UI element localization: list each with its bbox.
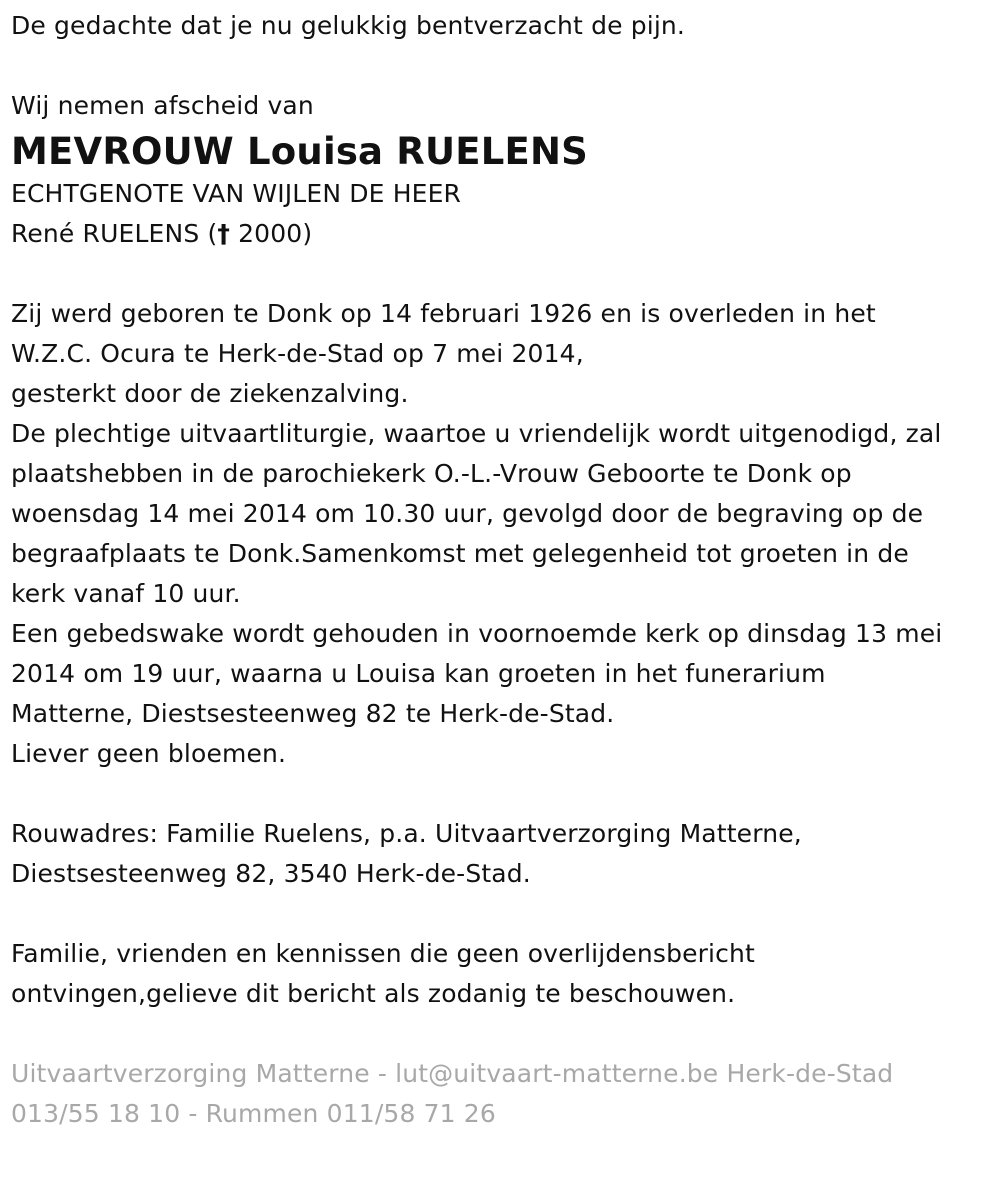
body-line: Liever geen bloemen. (11, 739, 287, 768)
body-line: begraafplaats te Donk.Samenkomst met gelegenheid tot groeten in de (11, 539, 909, 568)
footer-line: Uitvaartverzorging Matterne - lut@uitvaart-matterne.be Herk-de-Stad (11, 1059, 894, 1088)
cross-icon: † (217, 219, 231, 248)
deceased-name: MEVROUW Louisa RUELENS (11, 130, 588, 173)
funeral-director-footer (11, 1054, 989, 1134)
spacer (11, 1014, 989, 1054)
mourning-address (11, 814, 989, 894)
body-line: woensdag 14 mei 2014 om 10.30 uur, gevolgd door de begraving op de (11, 499, 924, 528)
body-line: Matterne, Diestsesteenweg 82 te Herk-de-Stad. (11, 699, 615, 728)
farewell-line: Wij nemen afscheid van (11, 91, 314, 120)
intro-quote: De gedachte dat je nu gelukkig bentverzacht de pijn. (11, 11, 686, 40)
spouse-line (11, 214, 989, 254)
notice (11, 934, 989, 1014)
footer-line: 013/55 18 10 - Rummen 011/58 71 26 (11, 1099, 496, 1128)
address-line: Diestsesteenweg 82, 3540 Herk-de-Stad. (11, 859, 531, 888)
spacer (11, 254, 989, 294)
obituary-body (11, 294, 989, 774)
body-line: W.Z.C. Ocura te Herk-de-Stad op 7 mei 2014, (11, 339, 584, 368)
body-line: gesterkt door de ziekenzalving. (11, 379, 409, 408)
body-line: De plechtige uitvaartliturgie, waartoe u vriendelijk wordt uitgenodigd, zal (11, 419, 942, 448)
body-line: 2014 om 19 uur, waarna u Louisa kan groeten in het funerarium (11, 659, 826, 688)
body-line: plaatshebben in de parochiekerk O.-L.-Vrouw Geboorte te Donk op (11, 459, 852, 488)
body-line: Zij werd geboren te Donk op 14 februari 1926 en is overleden in het (11, 299, 876, 328)
spacer (11, 774, 989, 814)
spouse-name: René RUELENS ( (11, 219, 218, 248)
spouse-year: 2000) (230, 219, 313, 248)
notice-line: Familie, vrienden en kennissen die geen overlijdensbericht (11, 939, 755, 968)
address-line: Rouwadres: Familie Ruelens, p.a. Uitvaartverzorging Matterne, (11, 819, 802, 848)
spacer (11, 894, 989, 934)
body-line: Een gebedswake wordt gehouden in voornoemde kerk op dinsdag 13 mei (11, 619, 943, 648)
spacer (11, 46, 989, 86)
relation-line: ECHTGENOTE VAN WIJLEN DE HEER (11, 179, 462, 208)
notice-line: ontvingen,gelieve dit bericht als zodanig te beschouwen. (11, 979, 736, 1008)
body-line: kerk vanaf 10 uur. (11, 579, 241, 608)
